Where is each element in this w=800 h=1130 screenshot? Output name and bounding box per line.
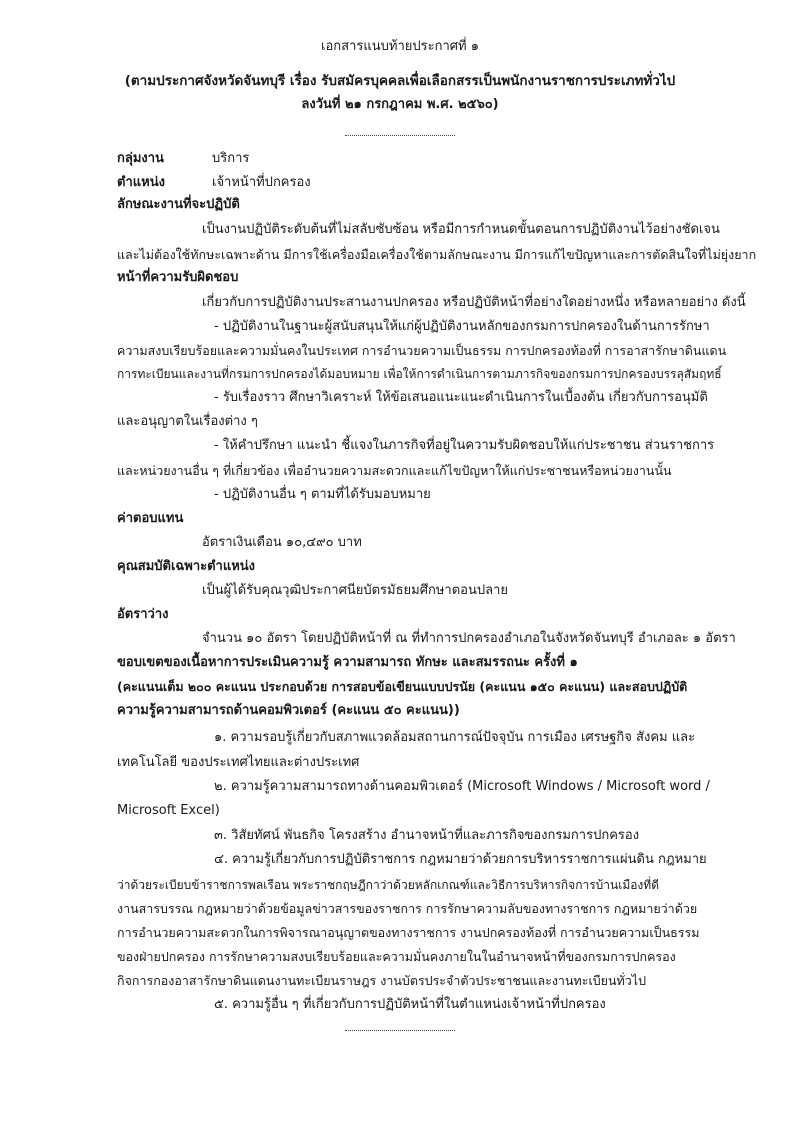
compensation-text: อัตราเงินเดือน ๑๐,๔๙๐ บาท	[202, 535, 362, 550]
scope-item-4-line-1: ๔. ความรู้เกี่ยวกับการปฏิบัติราชการ กฎหมายว่าด้วยการบริหารราชการแผ่นดิน กฎหมาย	[214, 852, 707, 867]
job-nature-text-1: เป็นงานปฏิบัติระดับต้นที่ไม่สลับซับซ้อน หรือมีการกำหนดขั้นตอนการปฏิบัติงานไว้อย่างชัดเจน	[202, 222, 720, 237]
scope-heading-2: (คะแนนเต็ม ๒๐๐ คะแนน ประกอบด้วย การสอบข้อเขียนแบบปรนัย (คะแนน ๑๕๐ คะแนน) และสอบปฏิบัติ	[117, 679, 688, 694]
header-date: ลงวันที่ ๒๑ กรกฎาคม พ.ศ. ๒๕๖๐)	[301, 97, 499, 112]
duty-4: - ปฏิบัติงานอื่น ๆ ตามที่ได้รับมอบหมาย	[214, 487, 431, 502]
qualification-heading: คุณสมบัติเฉพาะตำแหน่ง	[117, 559, 256, 574]
scope-item-4-line-2: ว่าด้วยระเบียบข้าราชการพลเรือน พระราชกฤษฎีกาว่าด้วยหลักเกณฑ์และวิธีการบริหารกิจการบ้านเมืองที่ดี	[117, 878, 659, 892]
scope-item-1-line-2: เทคโนโลยี ของประเทศไทยและต่างประเทศ	[117, 755, 360, 770]
scope-item-4-line-4: การอำนวยความสะดวกในการพิจารณาอนุญาตของทางราชการ งานปกครองท้องที่ การอำนวยความเป็นธรรม	[117, 925, 700, 940]
duties-heading: หน้าที่ความรับผิดชอบ	[117, 270, 239, 285]
duty-2-line-1: - รับเรื่องราว ศึกษาวิเคราะห์ ให้ข้อเสนอแนะแนะดำเนินการในเบื้องต้น เกี่ยวกับการอนุมัติ	[214, 390, 708, 405]
duty-1-line-2: ความสงบเรียบร้อยและความมั่นคงในประเทศ การอำนวยความเป็นธรรม การปกครองท้องที่ การอาสารักษาดินแดน	[117, 343, 727, 358]
scope-item-4-line-3: งานสารบรรณ กฎหมายว่าด้วยข้อมูลข่าวสารของราชการ การรักษาความลับของทางราชการ กฎหมายว่าด้วย	[117, 901, 698, 916]
vacancy-heading: อัตราว่าง	[117, 607, 169, 622]
job-nature-text-2: และไม่ต้องใช้ทักษะเฉพาะด้าน มีการใช้เครื่องมือเครื่องใช้ตามลักษณะงาน มีการแก้ไขปัญหาและการตัดสินใจที่ไม่ยุ่งยาก	[117, 247, 757, 262]
scope-item-2-line-2: Microsoft Excel)	[117, 803, 220, 818]
group-value: บริการ	[212, 151, 250, 166]
scope-item-5: ๕. ความรู้อื่น ๆ ที่เกี่ยวกับการปฏิบัติหน้าที่ในตำแหน่งเจ้าหน้าที่ปกครอง	[214, 997, 606, 1012]
scope-item-4-line-5: ของฝ่ายปกครอง การรักษาความสงบเรียบร้อยและความมั่นคงภายในในอำนาจหน้าที่ของกรมการปกครอง	[117, 949, 676, 964]
duty-3-line-1: - ให้คำปรึกษา แนะนำ ชี้แจงในภารกิจที่อยู่ในความรับผิดชอบให้แก่ประชาชน ส่วนราชการ	[214, 438, 715, 453]
footer-divider	[345, 1030, 455, 1031]
vacancy-text: จำนวน ๑๐ อัตรา โดยปฏิบัติหน้าที่ ณ ที่ทำการปกครองอำเภอในจังหวัดจันทบุรี อำเภอละ ๑ อัตรา	[202, 631, 736, 646]
scope-item-3: ๓. วิสัยทัศน์ พันธกิจ โครงสร้าง อำนาจหน้าที่และภารกิจของกรมการปกครอง	[214, 828, 640, 843]
position-label: ตำแหน่ง	[117, 175, 165, 190]
header-subtitle: (ตามประกาศจังหวัดจันทบุรี เรื่อง รับสมัครบุคคลเพื่อเลือกสรรเป็นพนักงานราชการประเภททั่วไป	[124, 73, 676, 89]
scope-item-1-line-1: ๑. ความรอบรู้เกี่ยวกับสภาพแวดล้อมสถานการณ์ปัจจุบัน การเมือง เศรษฐกิจ สังคม และ	[214, 730, 696, 745]
scope-item-2-line-1: ๒. ความรู้ความสามารถทางด้านคอมพิวเตอร์ (Microsoft Windows / Microsoft word /	[214, 779, 710, 794]
scope-heading-1: ขอบเขตของเนื้อหาการประเมินความรู้ ความสามารถ ทักษะ และสมรรถนะ ครั้งที่ ๑	[117, 655, 578, 670]
compensation-heading: ค่าตอบแทน	[117, 511, 184, 526]
header-divider	[345, 135, 455, 136]
position-value: เจ้าหน้าที่ปกครอง	[212, 175, 311, 190]
job-nature-heading: ลักษณะงานที่จะปฏิบัติ	[117, 197, 240, 212]
duty-1-line-1: - ปฏิบัติงานในฐานะผู้สนับสนุนให้แก่ผู้ปฏิบัติงานหลักของกรมการปกครองในด้านการรักษา	[214, 319, 710, 334]
header-title: เอกสารแนบท้ายประกาศที่ ๑	[321, 39, 479, 54]
duty-3-line-2: และหน่วยงานอื่น ๆ ที่เกี่ยวข้อง เพื่ออำนวยความสะดวกและแก้ไขปัญหาให้แก่ประชาชนหรือหน่วยงานนั้น	[117, 463, 672, 478]
qualification-text: เป็นผู้ได้รับคุณวุฒิประกาศนียบัตรมัธยมศึกษาตอนปลาย	[202, 583, 508, 598]
scope-item-4-line-6: กิจการกองอาสารักษาดินแดนงานทะเบียนราษฎร งานบัตรประจำตัวประชาชนและงานทะเบียนทั่วไป	[117, 973, 646, 988]
scope-heading-3: ความรู้ความสามารถด้านคอมพิวเตอร์ (คะแนน ๕๐ คะแนน))	[117, 703, 460, 718]
group-label: กลุ่มงาน	[117, 151, 164, 166]
duty-1-line-3: การทะเบียนและงานที่กรมการปกครองได้มอบหมาย เพื่อให้การดำเนินการตามภารกิจของกรมการปกครองบรรลุสัมฤทธิ์	[117, 367, 722, 381]
duty-2-line-2: และอนุญาตในเรื่องต่าง ๆ	[117, 414, 258, 429]
duties-intro: เกี่ยวกับการปฏิบัติงานประสานงานปกครอง หรือปฏิบัติหน้าที่อย่างใดอย่างหนึ่ง หรือหลายอย่าง ดังนี้	[202, 295, 746, 310]
